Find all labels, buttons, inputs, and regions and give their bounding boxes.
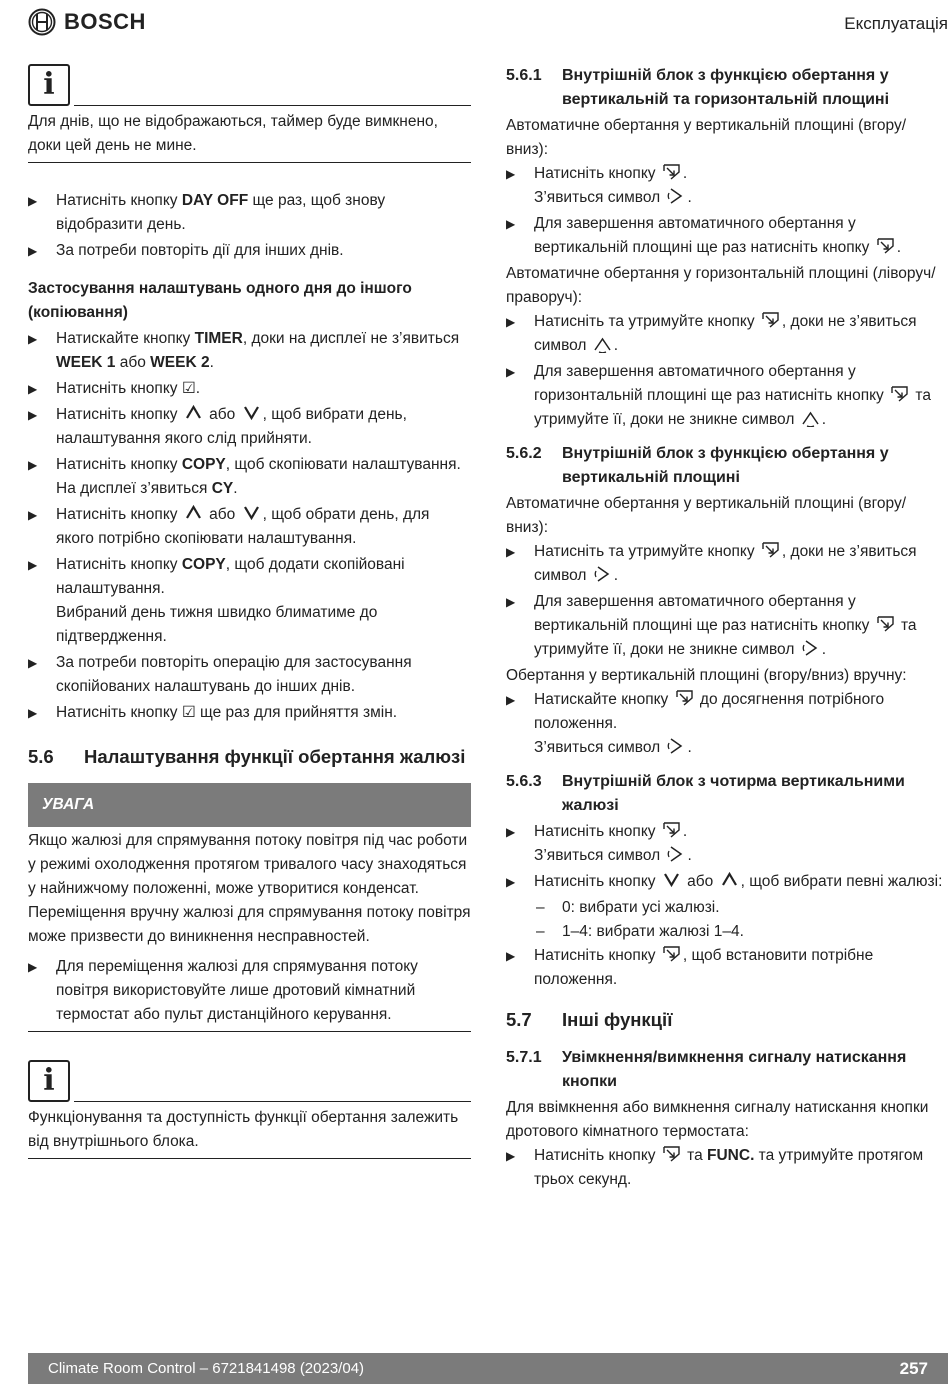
section-heading-5-7: 5.7 Інші функції xyxy=(506,1009,673,1030)
section-heading-5-6: 5.6 Налаштування функції обертання жалюзі xyxy=(28,746,466,767)
list-item: ▶ Для завершення автоматичного обертання у горизонтальній площині ще раз натисніть кнопку та утримуйте її, доки не зникне символ . xyxy=(506,360,948,432)
horizontal-swing-symbol-icon xyxy=(801,409,820,427)
right-column xyxy=(506,64,948,1194)
copy-step-list xyxy=(28,327,471,725)
section-heading-5-7-1: 5.7.1 Увімкнення/вимкнення сигналу натискання кнопки xyxy=(506,1049,907,1090)
up-arrow-icon xyxy=(184,504,203,522)
swing-button-icon xyxy=(876,615,895,633)
vertical-swing-symbol-icon xyxy=(593,565,612,583)
up-arrow-icon xyxy=(720,871,739,889)
section-heading-5-6-1: 5.6.1 Внутрішній блок з функцією обертання у вертикальній та горизонтальній площині xyxy=(506,67,890,108)
bosch-logo xyxy=(28,8,146,36)
vertical-swing-symbol-icon xyxy=(801,639,820,657)
vertical-swing-symbol-icon xyxy=(666,187,685,205)
step-list xyxy=(506,310,948,432)
page-footer xyxy=(28,1353,948,1384)
horizontal-swing-symbol-icon xyxy=(593,335,612,353)
paragraph: Автоматичне обертання у вертикальній площині (вгору/вниз): xyxy=(506,495,907,536)
swing-button-icon xyxy=(662,1145,681,1163)
section-heading-5-6-2: 5.6.2 Внутрішній блок з функцією обертання у вертикальній площині xyxy=(506,445,889,486)
info-note xyxy=(28,1060,471,1159)
list-item: ▶ Натисніть кнопку та FUNC. та утримуйте протягом трьох секунд. xyxy=(506,1144,948,1192)
vertical-swing-symbol-icon xyxy=(666,845,685,863)
list-item: ▶ Натисніть кнопку або , щоб вибрати певні жалюзі: xyxy=(506,870,948,894)
list-item: – 0: вибрати усі жалюзі. xyxy=(534,896,948,920)
swing-button-icon xyxy=(761,541,780,559)
down-arrow-icon xyxy=(242,504,261,522)
vertical-swing-symbol-icon xyxy=(666,737,685,755)
list-item: ▶ Натисніть кнопку або , щоб обрати день, для якого потрібно скопіювати налаштування. xyxy=(28,503,471,551)
list-item: ▶ Натисніть кнопку . З’явиться символ . xyxy=(506,162,948,210)
list-item: – 1–4: вибрати жалюзі 1–4. xyxy=(534,920,948,944)
swing-button-icon xyxy=(662,945,681,963)
page-header xyxy=(28,6,948,38)
list-item: ▶ За потреби повторіть операцію для застосування скопійованих налаштувань до інших днів. xyxy=(28,651,471,699)
step-list xyxy=(506,540,948,662)
dash-list xyxy=(534,896,948,944)
list-item: ▶ Натискайте кнопку TIMER, доки на дисплеї не з’явиться WEEK 1 або WEEK 2. xyxy=(28,327,471,375)
list-item: ▶ Натисніть кнопку або , щоб вибрати день, налаштування якого слід прийняти. xyxy=(28,403,471,451)
step-list xyxy=(506,1144,948,1192)
section-heading-5-6-3: 5.6.3 Внутрішній блок з чотирма вертикальними жалюзі xyxy=(506,773,905,814)
list-item: ▶ Для переміщення жалюзі для спрямування потоку повітря використовуйте лише дротовий кімнатний термостат або пульт дистанційного керування. xyxy=(28,955,471,1027)
info-icon: i xyxy=(28,64,70,106)
swing-button-icon xyxy=(675,689,694,707)
swing-button-icon xyxy=(876,237,895,255)
step-list xyxy=(506,162,948,260)
warning-body xyxy=(28,827,471,1032)
warning-text: Якщо жалюзі для спрямування потоку повітря під час роботи у режимі охолодження протягом тривалого часу знаходяться у найнижчому положенні, може утворитися конденсат. Переміщення вручну жалюзі для спрямування потоку повітря може призвести до виникнення несправностей. xyxy=(28,832,471,945)
up-arrow-icon xyxy=(184,404,203,422)
section-title: Експлуатація xyxy=(844,14,948,33)
swing-button-icon xyxy=(662,821,681,839)
down-arrow-icon xyxy=(662,871,681,889)
list-item: ▶ Натисніть та утримуйте кнопку , доки не з’явиться символ . xyxy=(506,540,948,588)
warning-label: УВАГА xyxy=(28,783,471,827)
paragraph: Для ввімкнення або вимкнення сигналу натискання кнопки дротового кімнатного термостата: xyxy=(506,1099,929,1140)
paragraph: Автоматичне обертання у вертикальній площині (вгору/вниз): xyxy=(506,117,907,158)
swing-button-icon xyxy=(662,163,681,181)
list-item: ▶ Натисніть кнопку COPY, щоб скопіювати налаштування. На дисплеї з’явиться CY. xyxy=(28,453,471,501)
list-item: ▶ За потреби повторіть дії для інших днів. xyxy=(28,239,471,263)
list-item: ▶ Натисніть кнопку , щоб встановити потрібне положення. xyxy=(506,944,948,992)
list-item: ▶ Натисніть кнопку DAY OFF ще раз, щоб знову відобразити день. xyxy=(28,189,471,237)
swing-button-icon xyxy=(761,311,780,329)
list-item: ▶ Натискайте кнопку до досягнення потрібного положення. З’явиться символ . xyxy=(506,688,948,760)
footer-document-id: Climate Room Control – 6721841498 (2023/04) xyxy=(48,1359,365,1377)
list-item: ▶ Натисніть кнопку ☑ ще раз для прийняття змін. xyxy=(28,701,471,725)
bosch-armature-icon xyxy=(28,8,56,36)
paragraph: Автоматичне обертання у горизонтальній площині (ліворуч/праворуч): xyxy=(506,265,936,306)
step-list xyxy=(506,688,948,760)
subheading-copy: Застосування налаштувань одного дня до іншого (копіювання) xyxy=(28,280,412,321)
list-item: ▶ Натисніть кнопку . З’явиться символ . xyxy=(506,820,948,868)
swing-button-icon xyxy=(890,385,909,403)
list-item: ▶ Для завершення автоматичного обертання у вертикальній площині ще раз натисніть кнопку та утримуйте її, доки не зникне символ . xyxy=(506,590,948,662)
list-item: ▶ Для завершення автоматичного обертання у вертикальній площині ще раз натисніть кнопку . xyxy=(506,212,948,260)
list-item: ▶ Натисніть та утримуйте кнопку , доки не з’явиться символ . xyxy=(506,310,948,358)
paragraph: Обертання у вертикальній площині (вгору/вниз) вручну: xyxy=(506,667,907,684)
step-list xyxy=(506,820,948,894)
page-number: 257 xyxy=(899,1358,928,1378)
step-list xyxy=(506,944,948,992)
left-column xyxy=(28,64,471,1181)
info-icon: i xyxy=(28,1060,70,1102)
info-text: Функціонування та доступність функції обертання залежить від внутрішнього блока. xyxy=(28,1106,471,1159)
list-item: ▶ Натисніть кнопку COPY, щоб додати скопійовані налаштування. Вибраний день тижня швидко блиматиме до підтвердження. xyxy=(28,553,471,649)
brand-name: BOSCH xyxy=(64,9,146,34)
list-item: ▶ Натисніть кнопку ☑. xyxy=(28,377,471,401)
step-list xyxy=(28,189,471,263)
down-arrow-icon xyxy=(242,404,261,422)
info-note xyxy=(28,64,471,163)
info-text: Для днів, що не відображаються, таймер буде вимкнено, доки цей день не мине. xyxy=(28,110,471,163)
